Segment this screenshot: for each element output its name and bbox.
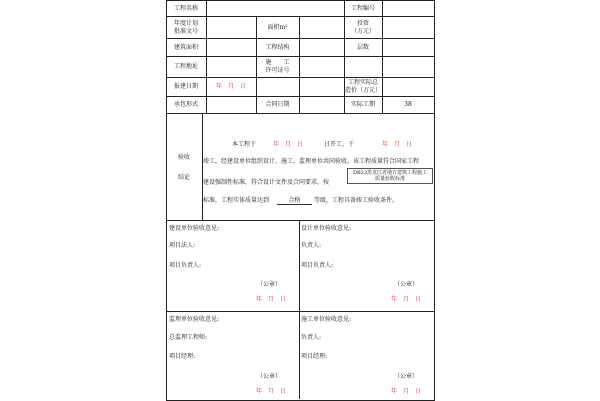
investment-label: 投资 xyxy=(356,20,369,27)
quality-grade: 合格 xyxy=(277,197,312,205)
design-pm-label: 项目负责人: xyxy=(301,262,334,269)
conclusion-line-4: 标准，工程实体质量达到 xyxy=(203,197,270,204)
construction-seal: （公章） xyxy=(394,373,419,380)
construction-head-label: 负责人: xyxy=(301,334,322,341)
owner-opinion-label: 建设单位验收意见: xyxy=(169,225,220,232)
divider xyxy=(166,311,434,312)
divider xyxy=(299,16,300,113)
report-date-value: 年 月 日 xyxy=(215,83,246,90)
owner-date: 年 月 日 xyxy=(256,296,287,303)
structure-label: 工程结构 xyxy=(265,44,290,51)
divider xyxy=(166,220,434,221)
standard-text-2: 质量验收标准 xyxy=(374,176,405,182)
project-name-label: 工程名称 xyxy=(173,5,198,12)
design-seal: （公章） xyxy=(394,281,419,288)
actual-period-label: 实际工期 xyxy=(350,101,375,108)
investment-unit-label: （万元） xyxy=(350,28,375,35)
report-date-label: 报建日期 xyxy=(173,83,198,90)
permit-label: 施 工 xyxy=(265,59,290,66)
supervisor-pm-label: 项目经理: xyxy=(169,353,196,360)
construction-pm-label: 项目经理: xyxy=(301,353,328,360)
area-label: 面积m² xyxy=(267,24,288,31)
owner-seal: （公章） xyxy=(257,281,282,288)
supervisor-engineer-label: 总监理工程师: xyxy=(169,334,208,341)
divider xyxy=(299,220,300,399)
design-head-label: 负责人: xyxy=(301,242,322,249)
divider xyxy=(344,0,345,113)
contract-form-label: 承包形式 xyxy=(173,101,198,108)
owner-legal-label: 项目法人: xyxy=(169,242,196,249)
completion-date: 年 月 日 xyxy=(382,141,413,148)
actual-period-value: 38 xyxy=(404,101,412,108)
acceptance-form xyxy=(166,0,434,400)
contract-date-label: 合同日期 xyxy=(265,101,290,108)
design-date: 年 月 日 xyxy=(391,296,422,303)
start-prefix: 本工程于 xyxy=(232,141,257,148)
actual-cost-label: 工程实际总 xyxy=(347,79,378,86)
standard-text: DB23黑龙江省地方建筑工程施工 xyxy=(352,170,428,176)
supervisor-opinion-label: 监理单位验收意见: xyxy=(169,316,220,323)
permit-no-label: 许可证号 xyxy=(265,67,290,74)
construction-date: 年 月 日 xyxy=(391,388,422,395)
supervisor-seal: （公章） xyxy=(257,373,282,380)
floors-label: 层数 xyxy=(356,44,369,51)
divider xyxy=(166,113,434,114)
annual-plan-label: 年度计划 xyxy=(173,20,198,27)
owner-pm-label: 项目负责人: xyxy=(169,262,202,269)
conclusion-label-2: 结论 xyxy=(177,174,190,181)
divider xyxy=(382,0,383,113)
conclusion-line-3: 建设强制性标准，符合设计文件及合同要求，按 xyxy=(203,179,330,186)
construction-opinion-label: 施工单位验收意见: xyxy=(301,316,352,323)
actual-cost-unit-label: 造价（万元） xyxy=(344,87,381,94)
location-label: 工程地址 xyxy=(173,63,198,70)
completion-prefix: 日开工，于 xyxy=(324,141,355,148)
standard-box xyxy=(347,168,433,184)
conclusion-label: 验收 xyxy=(177,154,190,161)
conclusion-line-4b: 等级，工程具备竣工验收条件。 xyxy=(314,197,399,204)
conclusion-line-2: 竣工，经建设单位组织设计、施工、监理单位共同验收，该工程质量符合国家工程 xyxy=(203,158,420,165)
start-date: 年 月 日 xyxy=(273,141,304,148)
supervisor-date: 年 月 日 xyxy=(256,388,287,395)
divider xyxy=(206,0,207,113)
building-area-label: 建筑面积 xyxy=(173,44,198,51)
project-no-label: 工程编号 xyxy=(350,5,375,12)
design-opinion-label: 设计单位验收意见: xyxy=(301,225,352,232)
approval-no-label: 批准文号 xyxy=(173,28,198,35)
